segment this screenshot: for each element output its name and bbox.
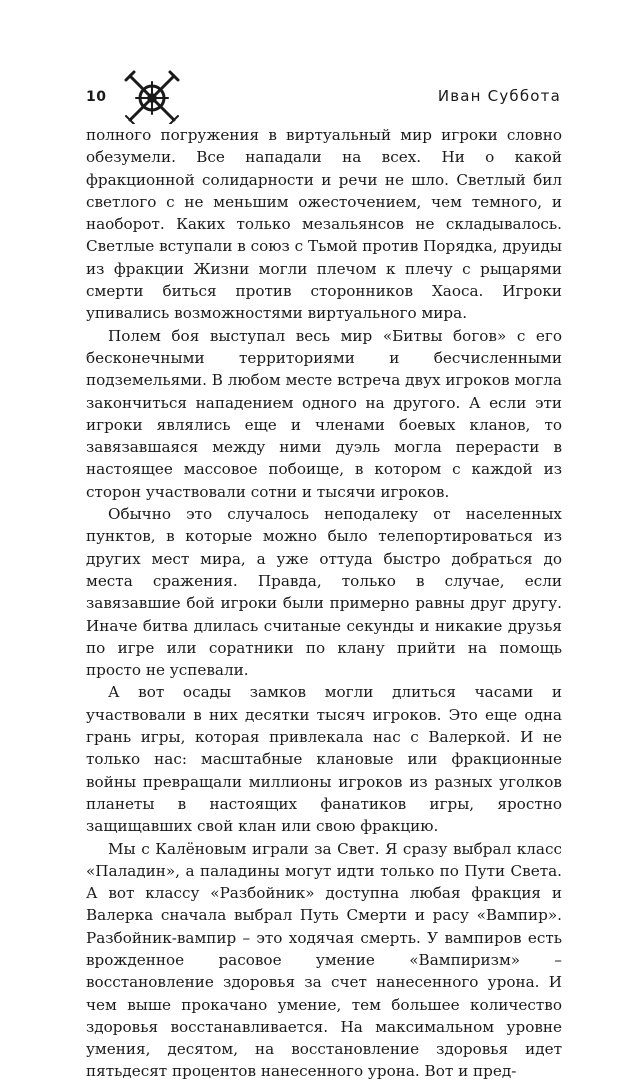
body-text bbox=[86, 124, 562, 1083]
running-head: Иван Суббота bbox=[437, 87, 561, 105]
crossed-swords-circle-icon bbox=[120, 68, 184, 124]
paragraph: А вот осады замков могли длиться часами и участвовали в них десятки тысяч игроков. Это еще одна грань игры, которая привлекала нас с Валеркой. И не только нас: масштабные клановые или фракционные войны превращали миллионы игроков из разных уголков планеты в настоящих фанатиков игры, яростно защищавших свой клан или свою фракцию. bbox=[86, 683, 562, 836]
paragraph: Мы с Калёновым играли за Свет. Я сразу выбрал класс «Паладин», а паладины могут идти только по Пути Света. А вот классу «Разбойник» доступна любая фракция и Валерка сначала выбрал Путь Смерти и расу «Вампир». Разбойник-вампир – это ходячая смерть. У вампиров есть врожденное расовое умение «Вампиризм» – восстановление здоровья за счет нанесенного урона. И чем выше прокачано умение, тем большее количество здоровья восстанавливается. На максимальном уровне умения, десятом, на восстановление здоровья идет пятьдесят процентов нанесенного урона. Вот и пред- bbox=[86, 839, 562, 1081]
page-header bbox=[0, 0, 619, 130]
paragraph: Обычно это случалось неподалеку от населенных пунктов, в которые можно было телепортироваться из других мест мира, а уже оттуда быстро добраться до места сражения. Правда, только в случае, если завязавшие бой игроки были примерно равны друг другу. Иначе битва длилась считаные секунды и никакие друзья по игре или соратники по клану прийти на помощь просто не успевали. bbox=[86, 505, 562, 680]
page-number: 10 bbox=[86, 89, 107, 105]
paragraph: полного погружения в виртуальный мир игроки словно обезумели. Все нападали на всех. Ни о какой фракционной солидарности и речи не шло. Светлый бил светлого с не меньшим ожесточением, чем темного, и наоборот. Каких только мезальянсов не складывалось. Светлые вступали в союз с Тьмой против Порядка, друиды из фракции Жизни могли плечом к плечу с рыцарями смерти биться против сторонников Хаоса. Игроки упивались возможностями виртуального мира. bbox=[86, 126, 562, 323]
paragraph: Полем боя выступал весь мир «Битвы богов» с его бесконечными территориями и бесчисленными подземельями. В любом месте встреча двух игроков могла закончиться нападением одного на другого. А если эти игроки являлись еще и членами боевых кланов, то завязавшаяся между ними дуэль могла перерасти в настоящее массовое побоище, в котором с каждой из сторон участвовали сотни и тысячи игроков. bbox=[86, 326, 562, 501]
